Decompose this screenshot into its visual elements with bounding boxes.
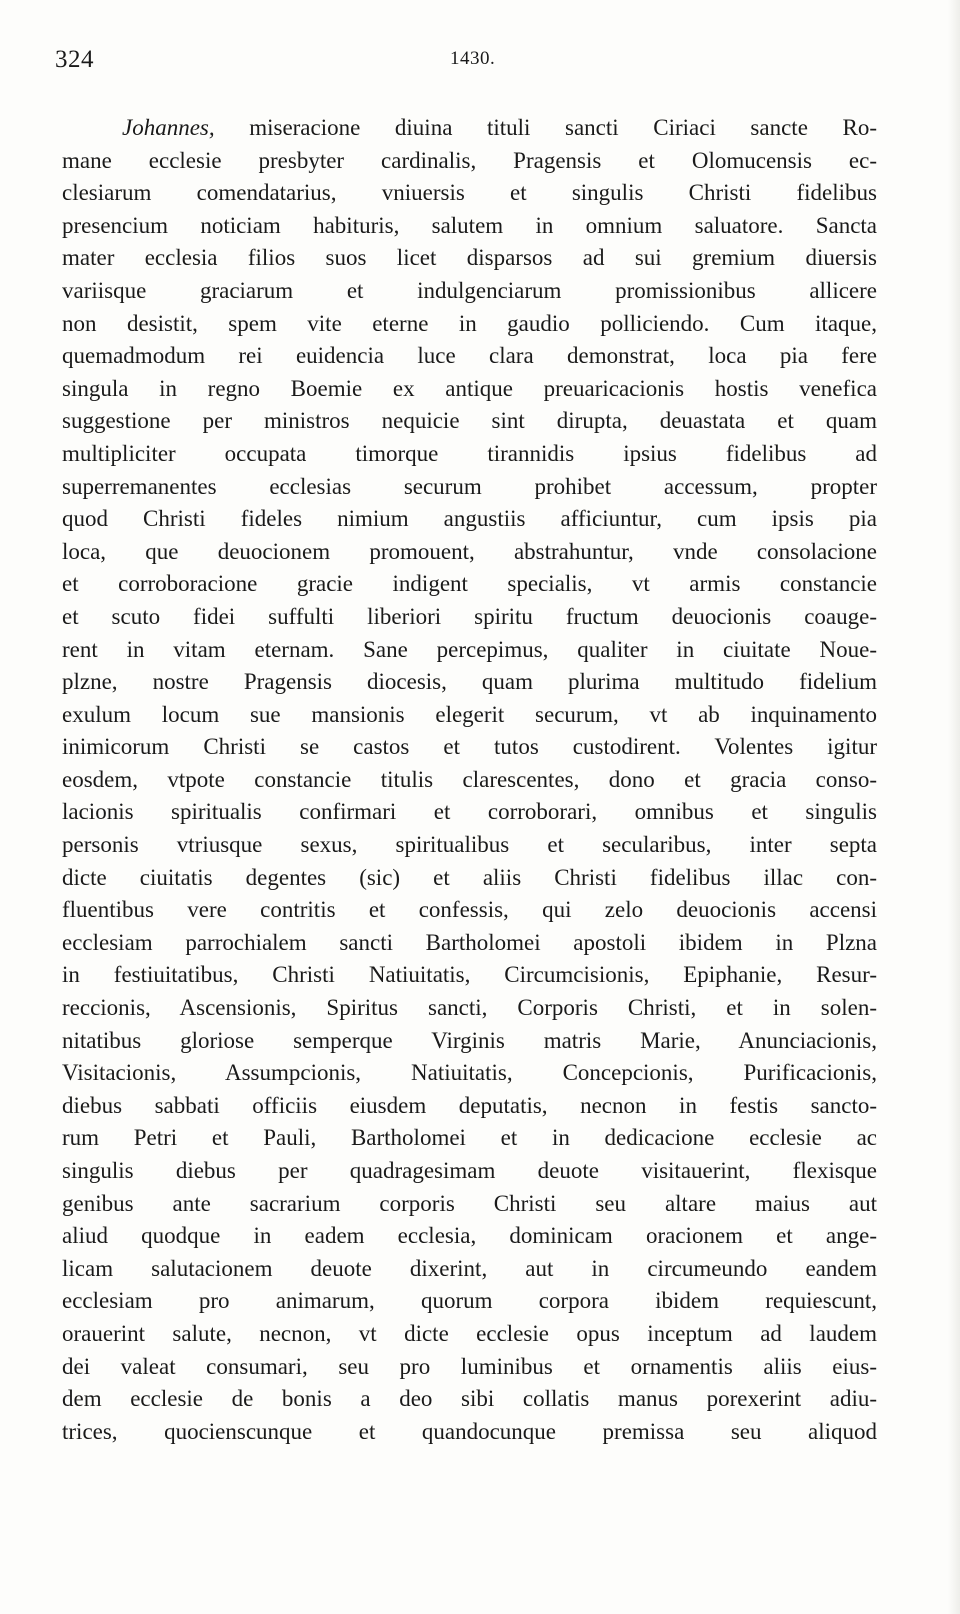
text-line: exulum locum sue mansionis elegerit securum, vt ab inquinamento xyxy=(62,701,877,727)
text-line-rest: miseracione diuina tituli sancti Ciriaci sancte Ro- xyxy=(214,115,877,140)
text-line: ecclesiam pro animarum, quorum corpora ibidem requiescunt, xyxy=(62,1288,877,1314)
text-line: inimicorum Christi se castos et tutos custodirent. Volentes igitur xyxy=(62,734,877,760)
text-line: singula in regno Boemie ex antique preuaricacionis hostis venefica xyxy=(62,375,877,401)
text-line: genibus ante sacrarium corporis Christi seu altare maius aut xyxy=(62,1190,877,1216)
text-line: clesiarum comendatarius, vniuersis et singulis Christi fidelibus xyxy=(62,180,877,206)
text-line: diebus sabbati officiis eiusdem deputatis, necnon in festis sancto- xyxy=(62,1092,877,1118)
page-number: 324 xyxy=(55,46,94,73)
running-header-year: 1430. xyxy=(450,48,496,69)
text-line: multipliciter occupata timorque tirannidis ipsius fidelibus ad xyxy=(62,440,877,466)
text-line: rent in vitam eternam. Sane percepimus, qualiter in ciuitate Noue- xyxy=(62,636,877,662)
text-line: dicte ciuitatis degentes (sic) et aliis Christi fidelibus illac con- xyxy=(62,864,877,890)
text-line: rum Petri et Pauli, Bartholomei et in dedicacione ecclesie ac xyxy=(62,1125,877,1151)
text-line: presencium noticiam habituris, salutem in omnium saluatore. Sancta xyxy=(62,212,877,238)
text-line xyxy=(62,112,877,145)
text-line: licam salutacionem deuote dixerint, aut in circumeundo eandem xyxy=(62,1255,877,1281)
text-line: quemadmodum rei euidencia luce clara demonstrat, loca pia fere xyxy=(62,343,877,369)
text-line: trices, quocienscunque et quandocunque premissa seu aliquod xyxy=(62,1418,877,1444)
text-line: dei valeat consumari, seu pro luminibus et ornamentis aliis eius- xyxy=(62,1353,877,1379)
text-line: dem ecclesie de bonis a deo sibi collatis manus porexerint adiu- xyxy=(62,1386,877,1412)
text-line: nitatibus gloriose semperque Virginis matris Marie, Anunciacionis, xyxy=(62,1027,877,1053)
charter-text xyxy=(62,112,877,1448)
text-line: suggestione per ministros nequicie sint dirupta, deuastata et quam xyxy=(62,408,877,434)
text-line: eosdem, vtpote constancie titulis clarescentes, dono et gracia conso- xyxy=(62,766,877,792)
text-line: mane ecclesie presbyter cardinalis, Pragensis et Olomucensis ec- xyxy=(62,147,877,173)
text-line: personis vtriusque sexus, spiritualibus et secularibus, inter septa xyxy=(62,832,877,858)
text-line: ecclesiam parrochialem sancti Bartholomei apostoli ibidem in Plzna xyxy=(62,929,877,955)
text-line: mater ecclesia filios suos licet disparsos ad sui gremium diuersis xyxy=(62,245,877,271)
opening-name: Johannes, xyxy=(122,115,215,140)
text-line: quod Christi fideles nimium angustiis afficiuntur, cum ipsis pia xyxy=(62,506,877,532)
text-line: variisque graciarum et indulgenciarum promissionibus allicere xyxy=(62,277,877,303)
text-line: orauerint salute, necnon, vt dicte ecclesie opus inceptum ad laudem xyxy=(62,1320,877,1346)
text-line: reccionis, Ascensionis, Spiritus sancti, Corporis Christi, et in solen- xyxy=(62,995,877,1021)
text-line: et scuto fidei suffulti liberiori spiritu fructum deuocionis coauge- xyxy=(62,603,877,629)
text-line: fluentibus vere contritis et confessis, qui zelo deuocionis accensi xyxy=(62,897,877,923)
page-edge-shadow xyxy=(948,0,960,1614)
text-line: aliud quodque in eadem ecclesia, dominicam oracionem et ange- xyxy=(62,1223,877,1249)
text-line: lacionis spiritualis confirmari et corroborari, omnibus et singulis xyxy=(62,799,877,825)
text-line: singulis diebus per quadragesimam deuote visitauerint, flexisque xyxy=(62,1158,877,1183)
text-line: loca, que deuocionem promouent, abstrahuntur, vnde consolacione xyxy=(62,538,877,564)
text-line: Visitacionis, Assumpcionis, Natiuitatis, Concepcionis, Purificacionis, xyxy=(62,1060,877,1086)
text-line: plzne, nostre Pragensis diocesis, quam plurima multitudo fidelium xyxy=(62,669,877,695)
text-line: et corroboracione gracie indigent specialis, vt armis constancie xyxy=(62,571,877,597)
text-line: in festiuitatibus, Christi Natiuitatis, Circumcisionis, Epiphanie, Resur- xyxy=(62,962,877,988)
text-line: non desistit, spem vite eterne in gaudio polliciendo. Cum itaque, xyxy=(62,310,877,336)
text-line: superremanentes ecclesias securum prohibet accessum, propter xyxy=(62,473,877,499)
